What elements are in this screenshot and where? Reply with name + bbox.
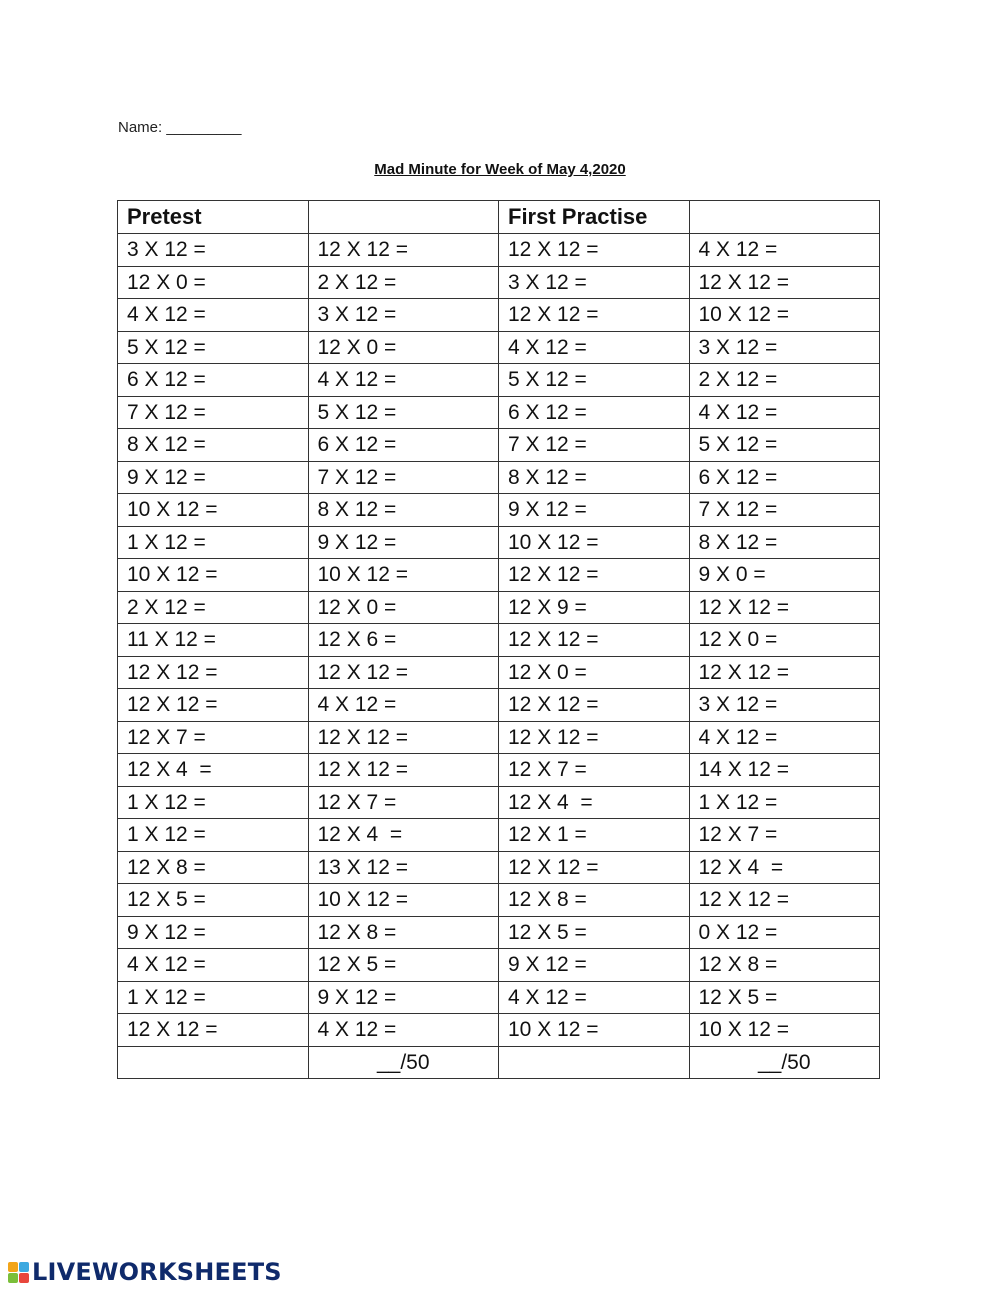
table-row (118, 624, 880, 657)
problem-cell: 4 X 12 = (308, 1014, 499, 1047)
problem-cell: 4 X 12 = (308, 689, 499, 722)
problem-cell: 1 X 12 = (118, 526, 309, 559)
problem-cell: 13 X 12 = (308, 851, 499, 884)
problem-cell: 6 X 12 = (499, 396, 690, 429)
problem-cell: 10 X 12 = (499, 526, 690, 559)
logo-square-3 (8, 1273, 18, 1283)
problem-cell: 4 X 12 = (118, 299, 309, 332)
table-row (118, 266, 880, 299)
problem-cell: 4 X 12 = (689, 721, 880, 754)
problem-cell: 3 X 12 = (308, 299, 499, 332)
problem-cell: 12 X 5 = (308, 949, 499, 982)
problem-cell: 12 X 12 = (308, 721, 499, 754)
score-row (118, 1046, 880, 1079)
problem-cell: 12 X 9 = (499, 591, 690, 624)
table-row (118, 754, 880, 787)
problem-cell: 12 X 8 = (118, 851, 309, 884)
problem-cell: 7 X 12 = (689, 494, 880, 527)
liveworksheets-logo (8, 1258, 282, 1286)
table-row (118, 949, 880, 982)
problem-cell: 12 X 6 = (308, 624, 499, 657)
problem-cell: 12 X 8 = (689, 949, 880, 982)
multiplication-table (117, 200, 880, 1079)
name-field-label: Name: _________ (118, 119, 242, 136)
problem-cell: 3 X 12 = (689, 689, 880, 722)
table-row (118, 721, 880, 754)
problem-cell: 12 X 0 = (499, 656, 690, 689)
score-cell (499, 1046, 690, 1079)
problem-cell: 12 X 7 = (689, 819, 880, 852)
problem-cell: 4 X 12 = (499, 331, 690, 364)
problem-cell: 12 X 12 = (499, 559, 690, 592)
problem-cell: 12 X 5 = (118, 884, 309, 917)
problem-cell: 5 X 12 = (308, 396, 499, 429)
problem-cell: 2 X 12 = (689, 364, 880, 397)
problem-cell: 5 X 12 = (118, 331, 309, 364)
table-row (118, 819, 880, 852)
problem-cell: 5 X 12 = (689, 429, 880, 462)
problem-cell: 11 X 12 = (118, 624, 309, 657)
table-row (118, 656, 880, 689)
problem-cell: 12 X 5 = (499, 916, 690, 949)
problem-cell: 8 X 12 = (118, 429, 309, 462)
problem-cell: 4 X 12 = (499, 981, 690, 1014)
score-cell: __/50 (689, 1046, 880, 1079)
worksheet-title: Mad Minute for Week of May 4,2020 (374, 161, 626, 178)
column-header: Pretest (118, 201, 309, 234)
brand-name: LIVEWORKSHEETS (32, 1258, 282, 1286)
problem-cell: 12 X 12 = (308, 656, 499, 689)
problem-cell: 3 X 12 = (118, 234, 309, 267)
table-row (118, 526, 880, 559)
problem-cell: 4 X 12 = (118, 949, 309, 982)
problem-cell: 12 X 0 = (308, 331, 499, 364)
problem-cell: 12 X 12 = (499, 851, 690, 884)
table-row (118, 396, 880, 429)
table-row (118, 1014, 880, 1047)
problem-cell: 12 X 12 = (308, 754, 499, 787)
score-cell: __/50 (308, 1046, 499, 1079)
problem-cell: 1 X 12 = (118, 981, 309, 1014)
problem-cell: 9 X 12 = (308, 981, 499, 1014)
problem-cell: 4 X 12 = (689, 234, 880, 267)
problem-cell: 10 X 12 = (118, 559, 309, 592)
problem-cell: 12 X 0 = (689, 624, 880, 657)
table-row (118, 494, 880, 527)
problem-cell: 9 X 12 = (308, 526, 499, 559)
problem-cell: 12 X 12 = (308, 234, 499, 267)
problem-cell: 9 X 12 = (499, 949, 690, 982)
problem-cell: 12 X 8 = (499, 884, 690, 917)
problem-cell: 10 X 12 = (689, 1014, 880, 1047)
problem-cell: 1 X 12 = (118, 786, 309, 819)
problem-cell: 12 X 12 = (118, 689, 309, 722)
problem-cell: 12 X 8 = (308, 916, 499, 949)
problem-cell: 12 X 7 = (308, 786, 499, 819)
problem-cell: 10 X 12 = (308, 884, 499, 917)
column-header: First Practise (499, 201, 690, 234)
table-row (118, 851, 880, 884)
problem-cell: 1 X 12 = (689, 786, 880, 819)
problem-cell: 14 X 12 = (689, 754, 880, 787)
problem-cell: 12 X 0 = (308, 591, 499, 624)
problem-cell: 9 X 12 = (118, 461, 309, 494)
problem-cell: 12 X 12 = (689, 591, 880, 624)
problem-cell: 4 X 12 = (308, 364, 499, 397)
problem-cell: 7 X 12 = (308, 461, 499, 494)
table-row (118, 299, 880, 332)
problem-cell: 12 X 12 = (118, 1014, 309, 1047)
problem-cell: 0 X 12 = (689, 916, 880, 949)
table-row (118, 916, 880, 949)
logo-square-2 (19, 1262, 29, 1272)
problem-cell: 12 X 12 = (499, 721, 690, 754)
column-header (689, 201, 880, 234)
problem-cell: 12 X 12 = (689, 656, 880, 689)
problem-cell: 3 X 12 = (499, 266, 690, 299)
table-row (118, 364, 880, 397)
table-row (118, 429, 880, 462)
problem-cell: 12 X 12 = (689, 266, 880, 299)
logo-square-4 (19, 1273, 29, 1283)
column-header (308, 201, 499, 234)
problem-cell: 5 X 12 = (499, 364, 690, 397)
problem-cell: 1 X 12 = (118, 819, 309, 852)
problem-cell: 4 X 12 = (689, 396, 880, 429)
problem-cell: 7 X 12 = (499, 429, 690, 462)
problem-cell: 10 X 12 = (308, 559, 499, 592)
table-row (118, 786, 880, 819)
problem-cell: 8 X 12 = (499, 461, 690, 494)
problem-cell: 12 X 4 = (689, 851, 880, 884)
problem-cell: 9 X 12 = (118, 916, 309, 949)
problem-cell: 12 X 4 = (118, 754, 309, 787)
problem-cell: 9 X 12 = (499, 494, 690, 527)
problem-cell: 12 X 7 = (499, 754, 690, 787)
problem-cell: 10 X 12 = (118, 494, 309, 527)
problem-cell: 12 X 7 = (118, 721, 309, 754)
table-header-row (118, 201, 880, 234)
problem-cell: 12 X 12 = (689, 884, 880, 917)
table-row (118, 591, 880, 624)
problem-cell: 2 X 12 = (308, 266, 499, 299)
problem-cell: 12 X 5 = (689, 981, 880, 1014)
table-row (118, 234, 880, 267)
problem-cell: 6 X 12 = (118, 364, 309, 397)
problem-cell: 2 X 12 = (118, 591, 309, 624)
problem-cell: 3 X 12 = (689, 331, 880, 364)
problem-cell: 9 X 0 = (689, 559, 880, 592)
table-row (118, 331, 880, 364)
logo-square-1 (8, 1262, 18, 1272)
table-row (118, 689, 880, 722)
problem-cell: 10 X 12 = (689, 299, 880, 332)
problem-cell: 12 X 12 = (499, 234, 690, 267)
problem-cell: 6 X 12 = (689, 461, 880, 494)
problem-cell: 7 X 12 = (118, 396, 309, 429)
table-row (118, 559, 880, 592)
problem-cell: 6 X 12 = (308, 429, 499, 462)
problem-cell: 8 X 12 = (689, 526, 880, 559)
table-row (118, 981, 880, 1014)
problem-cell: 10 X 12 = (499, 1014, 690, 1047)
problem-cell: 12 X 4 = (308, 819, 499, 852)
problem-cell: 8 X 12 = (308, 494, 499, 527)
problem-cell: 12 X 1 = (499, 819, 690, 852)
problem-cell: 12 X 12 = (118, 656, 309, 689)
problem-cell: 12 X 4 = (499, 786, 690, 819)
table-row (118, 884, 880, 917)
score-cell (118, 1046, 309, 1079)
table-row (118, 461, 880, 494)
problem-cell: 12 X 12 = (499, 689, 690, 722)
liveworksheets-logo-icon (8, 1262, 29, 1283)
problem-cell: 12 X 0 = (118, 266, 309, 299)
problem-cell: 12 X 12 = (499, 299, 690, 332)
problem-cell: 12 X 12 = (499, 624, 690, 657)
